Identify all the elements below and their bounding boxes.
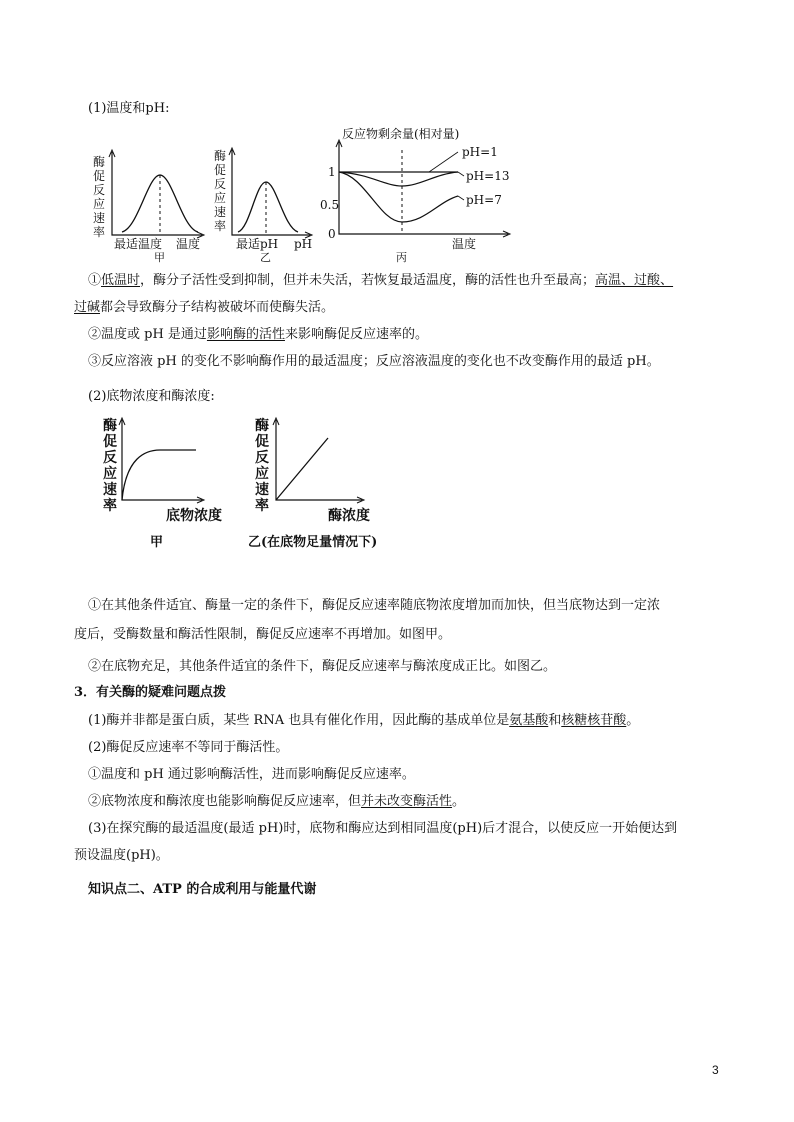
conc-yi-ylabel-char-3: 反 — [255, 450, 269, 466]
conc-yi-linear-line — [276, 438, 328, 500]
jia-xlabel-right: 温度 — [176, 237, 201, 251]
jia-caption: 甲 — [154, 251, 165, 264]
section-heading-concentration: (2)底物浓度和酶浓度: — [88, 389, 215, 404]
bing-xlabel: 温度 — [452, 237, 477, 251]
bing-leader-ph7 — [458, 196, 464, 200]
conc-yi-ylabel — [255, 417, 269, 514]
paragraph-enzyme-conc: ②在底物充足，其他条件适宜的条件下，酶促反应速率与酶浓度成正比。如图乙。 — [88, 659, 557, 674]
bing-caption: 丙 — [396, 251, 407, 264]
jia-ylabel-char-6: 率 — [92, 225, 106, 239]
yi-ylabel-char-5: 速 — [213, 205, 227, 219]
bing-curve-ph13 — [339, 172, 458, 186]
p1-term-base: 过碱 — [74, 300, 101, 315]
paragraph-optimum: ③反应溶液 pH 的变化不影响酶作用的最适温度；反应溶液温度的变化也不改变酶作用的最适 pH。 — [88, 354, 660, 369]
page-number: 3 — [712, 1063, 719, 1077]
bing-ytick-05: 0.5 — [320, 198, 340, 212]
bing-leader-ph13 — [458, 172, 464, 176]
p6-term-nucleotide: 核糖核苷酸 — [561, 713, 627, 728]
bing-legend-ph1: pH=1 — [462, 145, 498, 159]
conc-yi-ylabel-char-2: 促 — [255, 434, 269, 450]
yi-ylabel-char-1: 酶 — [213, 149, 227, 163]
yi-ylabel-char-6: 率 — [213, 219, 227, 233]
paragraph-low-temp — [88, 272, 673, 290]
conc-jia-caption: 甲 — [150, 535, 164, 550]
p1-term-low-temp: 低温时 — [101, 273, 141, 288]
conc-jia-ylabel-char-3: 反 — [103, 450, 117, 466]
p2-start: ②温度或 pH 是通过 — [88, 327, 207, 342]
figure-temp-ph — [80, 120, 540, 270]
bing-curve-ph7 — [339, 172, 458, 222]
paragraph-low-temp-cont — [74, 299, 334, 317]
paragraph-substrate-1: ①在其他条件适宜、酶量一定的条件下，酶促反应速率随底物浓度增加而加快，但当底物达到一定浓 — [88, 598, 661, 613]
p1-marker: ① — [88, 273, 102, 288]
jia-axes — [112, 152, 202, 235]
paragraph-substrate-2: 度后，受酶数量和酶活性限制，酶促反应速率不再增加。如图甲。 — [74, 627, 452, 642]
p9-start: ②底物浓度和酶浓度也能影响酶促反应速率，但 — [88, 794, 362, 809]
p6-and: 和 — [548, 713, 562, 728]
jia-ylabel-char-3: 反 — [92, 183, 106, 197]
conc-yi-ylabel-char-6: 率 — [255, 498, 269, 514]
jia-ylabel — [93, 154, 105, 239]
bing-ytick-0: 0 — [328, 227, 336, 241]
paragraph-temp-ph-activity: ①温度和 pH 通过影响酶活性，进而影响酶促反应速率。 — [88, 767, 415, 782]
paragraph-experiment-2: 预设温度(pH)。 — [74, 848, 169, 863]
p2-term: 影响酶的活性 — [206, 327, 285, 342]
yi-xlabel-left: 最适pH — [236, 237, 279, 251]
conc-jia-ylabel-char-2: 促 — [103, 434, 117, 450]
bing-legend-ph13: pH=13 — [466, 169, 510, 183]
yi-ylabel-char-2: 促 — [213, 163, 227, 177]
section-heading-atp: 知识点二、ATP 的合成利用与能量代谢 — [88, 882, 317, 897]
paragraph-experiment-1: (3)在探究酶的最适温度(最适 pH)时，底物和酶应达到相同温度(pH)后才混合，以使反应一开始便达到 — [88, 821, 678, 836]
bing-leader-ph1 — [429, 152, 458, 172]
bing-ytick-1: 1 — [328, 165, 336, 179]
yi-ylabel-char-4: 应 — [213, 191, 227, 205]
yi-xlabel-right: pH — [294, 237, 313, 251]
conc-yi-ylabel-char-4: 应 — [255, 466, 269, 482]
conc-yi-xlabel: 酶浓度 — [328, 508, 370, 524]
jia-ylabel-char-5: 速 — [92, 211, 106, 225]
paragraph-rna — [88, 712, 639, 730]
figure-concentration — [90, 408, 410, 558]
yi-ylabel-char-3: 反 — [213, 177, 227, 191]
p9-term: 并未改变酶活性 — [361, 794, 453, 809]
bing-legend-ph7: pH=7 — [466, 193, 502, 207]
p1-tail: 都会导致酶分子结构被破坏而使酶失活。 — [100, 300, 335, 315]
conc-jia-ylabel-char-1: 酶 — [103, 418, 117, 434]
bing-title: 反应物剩余量(相对量) — [342, 127, 460, 141]
conc-jia-ylabel-char-5: 速 — [103, 482, 117, 498]
p2-end: 来影响酶促反应速率的。 — [284, 327, 428, 342]
yi-ylabel — [214, 148, 226, 233]
conc-jia-saturation-curve — [122, 450, 196, 500]
conc-jia-ylabel-char-4: 应 — [103, 466, 117, 482]
jia-ylabel-char-1: 酶 — [92, 155, 106, 169]
paragraph-rate-vs-activity: (2)酶促反应速率不等同于酶活性。 — [88, 740, 289, 755]
p1-term-high-temp: 高温、过酸、 — [595, 273, 674, 288]
p6-term-amino: 氨基酸 — [509, 713, 549, 728]
conc-yi-ylabel-char-1: 酶 — [255, 418, 269, 434]
heading-difficult-points: 3．有关酶的疑难问题点拨 — [74, 685, 227, 700]
jia-ylabel-char-2: 促 — [92, 169, 106, 183]
jia-ylabel-char-4: 应 — [92, 197, 106, 211]
conc-jia-axes — [122, 420, 202, 500]
p1-body: ，酶分子活性受到抑制，但并未失活，若恢复最适温度，酶的活性也升至最高； — [140, 273, 596, 288]
conc-yi-axes — [276, 420, 362, 500]
p6-end: 。 — [626, 713, 640, 728]
conc-yi-ylabel-char-5: 速 — [255, 482, 269, 498]
yi-caption: 乙 — [260, 251, 271, 264]
conc-jia-ylabel-char-6: 率 — [103, 498, 117, 514]
conc-jia-ylabel — [103, 417, 117, 514]
paragraph-conc-activity — [88, 793, 465, 811]
jia-xlabel-left: 最适温度 — [114, 237, 163, 251]
paragraph-ph-activity — [88, 326, 428, 344]
p6-start: (1)酶并非都是蛋白质，某些 RNA 也具有催化作用，因此酶的基成单位是 — [88, 713, 510, 728]
p9-end: 。 — [452, 794, 466, 809]
section-heading-temp-ph: (1)温度和pH: — [88, 101, 170, 116]
conc-yi-caption: 乙(在底物足量情况下) — [248, 535, 378, 550]
yi-bell-curve — [238, 182, 298, 232]
conc-jia-xlabel: 底物浓度 — [166, 508, 222, 524]
yi-axes — [232, 150, 310, 235]
